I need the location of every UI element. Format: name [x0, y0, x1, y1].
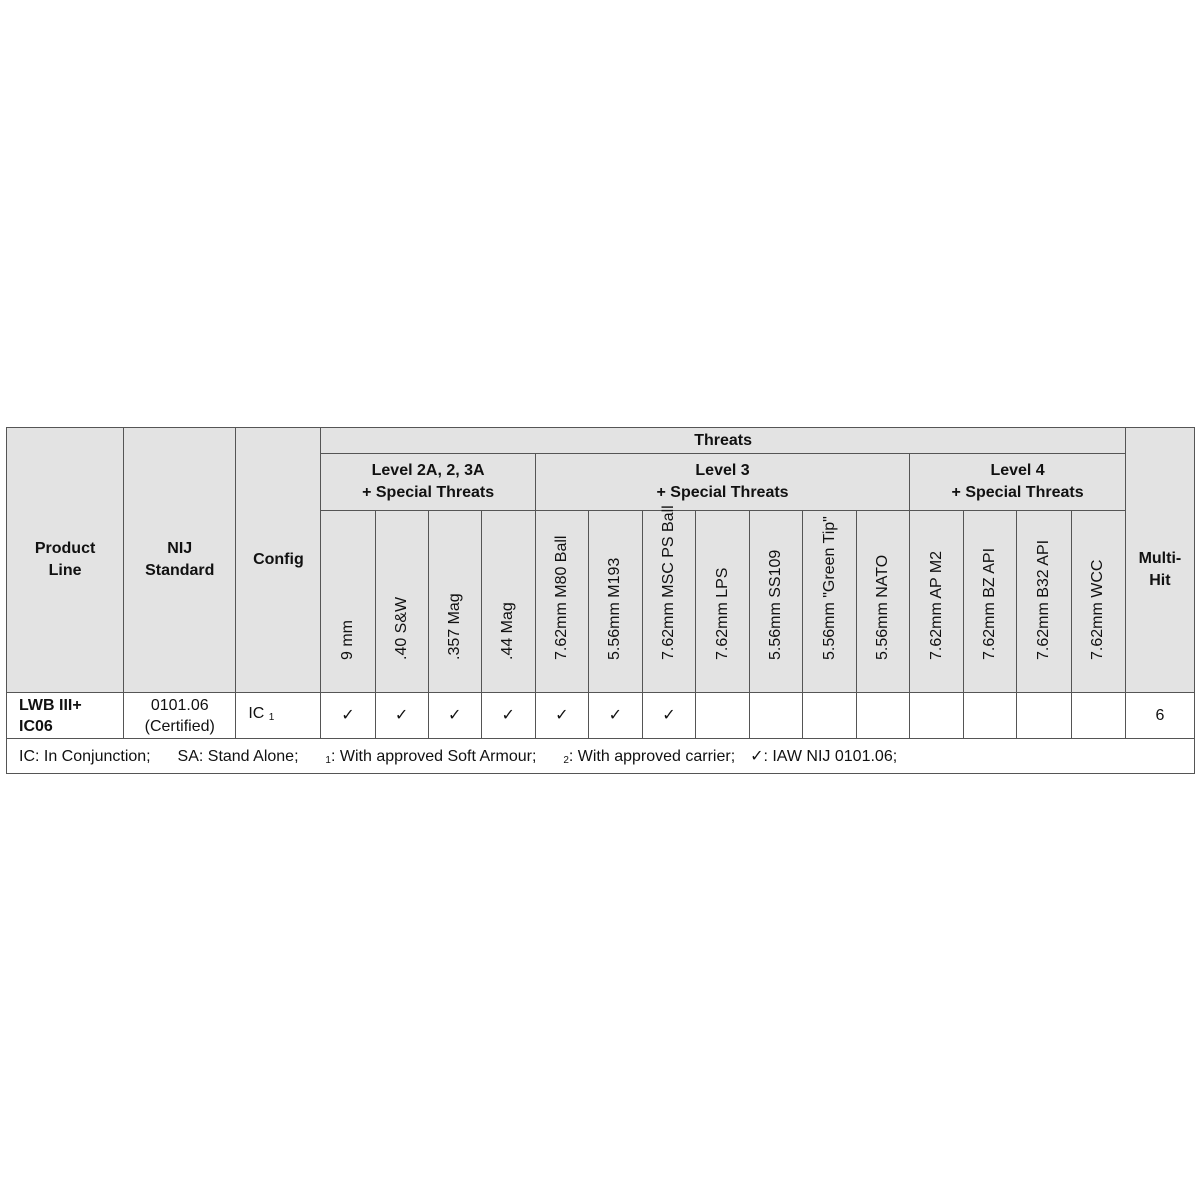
- header-multi-hit-label: Multi-Hit: [1138, 550, 1182, 589]
- threat-check-cell-11: [910, 693, 964, 739]
- threat-header-box-6: [643, 505, 695, 692]
- threat-name-label: 7.62mm MSC PS Ball: [659, 505, 677, 660]
- header-config: [236, 428, 321, 693]
- footnote-ic: IC: In Conjunction;: [19, 748, 151, 765]
- level-group-4: [910, 454, 1126, 511]
- threat-name-label: .357 Mag: [445, 593, 463, 660]
- threat-header-2: [428, 511, 481, 693]
- threat-header-box-4: [536, 511, 588, 692]
- level-group-1-line1: Level 2A, 2, 3A: [371, 462, 485, 479]
- footnote-legend: [7, 739, 1195, 774]
- threat-header-box-5: [589, 511, 642, 692]
- threat-check-cell-6: [642, 693, 695, 739]
- check-mark: ✓: [608, 707, 623, 724]
- threat-header-1: [375, 511, 428, 693]
- ballistic-spec-sheet: [6, 427, 1195, 772]
- header-multi-hit: [1125, 428, 1194, 693]
- threat-name-label: 5.56mm NATO: [874, 554, 892, 660]
- level-group-4-line2: + Special Threats: [951, 484, 1084, 501]
- level-group-3: [535, 454, 910, 511]
- multi-hit-value: [1125, 693, 1194, 739]
- product-line-value: [7, 693, 124, 739]
- nij-standard-value: [124, 693, 236, 739]
- threat-header-7: [696, 511, 750, 693]
- threat-header-box-10: [857, 511, 909, 692]
- level-group-3-line2: + Special Threats: [656, 484, 789, 501]
- threat-name-label: 7.62mm LPS: [713, 567, 731, 660]
- threat-name-label: 7.62mm M80 Ball: [552, 535, 570, 660]
- threat-header-box-1: [376, 511, 428, 692]
- level-group-1: [321, 454, 535, 511]
- threat-header-12: [964, 511, 1017, 693]
- check-mark: ✓: [447, 707, 462, 724]
- threat-header-4: [535, 511, 588, 693]
- footnote-sa: SA: Stand Alone;: [177, 748, 299, 765]
- header-nij-standard: [124, 428, 236, 693]
- threat-check-cell-7: [696, 693, 750, 739]
- footnote-1-text: : With approved Soft Armour;: [330, 748, 537, 765]
- threat-header-box-3: [482, 511, 535, 692]
- threat-rating-table: [6, 427, 1195, 774]
- threat-header-9: [803, 511, 857, 693]
- config-text: IC: [248, 705, 265, 722]
- threat-header-box-13: [1017, 511, 1070, 692]
- product-line-text: LWB III+ IC06: [19, 696, 82, 735]
- header-product-line-label: Product Line: [34, 540, 96, 579]
- threat-header-13: [1017, 511, 1071, 693]
- header-threats-label: Threats: [694, 431, 753, 449]
- threat-name-label: 5.56mm M193: [606, 557, 624, 660]
- threat-name-label: 7.62mm BZ API: [981, 547, 999, 660]
- threat-header-box-7: [696, 511, 749, 692]
- threat-header-box-14: [1072, 511, 1125, 692]
- threat-header-8: [750, 511, 803, 693]
- footnote-1-mark: 1: [325, 755, 331, 766]
- header-config-label: Config: [253, 551, 304, 568]
- threat-header-box-8: [750, 511, 802, 692]
- threat-name-label: 9 mm: [338, 620, 356, 660]
- config-subscript: 1: [268, 712, 275, 723]
- threat-check-cell-3: [481, 693, 535, 739]
- check-mark: ✓: [394, 707, 409, 724]
- threat-check-cell-9: [803, 693, 857, 739]
- threat-header-10: [857, 511, 910, 693]
- level-group-4-line1: Level 4: [990, 462, 1045, 479]
- threat-check-cell-8: [750, 693, 803, 739]
- footnote-2-text: : With approved carrier;: [568, 748, 736, 765]
- threat-name-label: 7.62mm B32 API: [1035, 539, 1052, 660]
- footnote-check-mark: ✓: [750, 748, 764, 765]
- threat-check-cell-4: [535, 693, 588, 739]
- level-group-3-line1: Level 3: [695, 462, 750, 479]
- threat-name-label: 7.62mm WCC: [1089, 559, 1107, 660]
- threat-check-cell-0: [321, 693, 375, 739]
- header-multi-hit-box: [1126, 428, 1194, 692]
- threat-header-box-9: [803, 511, 856, 692]
- check-mark: ✓: [555, 707, 569, 724]
- threat-check-cell-1: [375, 693, 428, 739]
- threat-header-box-0: [321, 511, 374, 692]
- nij-standard-line2: (Certified): [144, 717, 215, 735]
- check-mark: ✓: [341, 707, 355, 724]
- header-product-line: [7, 428, 124, 693]
- threat-name-label: 5.56mm "Green Tip": [820, 516, 838, 660]
- threat-name-label: .44 Mag: [499, 602, 517, 660]
- threat-header-box-11: [910, 511, 963, 692]
- threat-header-box-2: [429, 511, 481, 692]
- threat-header-3: [481, 511, 535, 693]
- threat-check-cell-10: [857, 693, 910, 739]
- header-threats: [321, 428, 1125, 454]
- multi-hit-text: 6: [1155, 707, 1165, 724]
- nij-standard-line1: 0101.06: [150, 696, 209, 714]
- config-value: [236, 693, 321, 739]
- footnote-check-text: : IAW NIJ 0101.06;: [763, 748, 898, 765]
- check-mark: ✓: [501, 707, 515, 724]
- threat-name-label: 7.62mm AP M2: [927, 550, 945, 660]
- threat-header-11: [910, 511, 964, 693]
- threat-header-box-12: [964, 511, 1016, 692]
- threat-header-5: [588, 511, 642, 693]
- threat-header-14: [1071, 511, 1125, 693]
- header-nij-standard-label: NIJ Standard: [145, 540, 215, 579]
- threat-check-cell-14: [1071, 693, 1125, 739]
- level-group-1-line2: + Special Threats: [362, 484, 495, 501]
- threat-check-cell-13: [1017, 693, 1071, 739]
- threat-check-cell-2: [428, 693, 481, 739]
- check-mark: ✓: [662, 707, 676, 724]
- threat-header-6: [642, 505, 695, 693]
- threat-check-cell-12: [964, 693, 1017, 739]
- threat-check-cell-5: [588, 693, 642, 739]
- threat-name-label: .40 S&W: [392, 596, 410, 660]
- threat-header-0: [321, 511, 375, 693]
- threat-name-label: 5.56mm SS109: [767, 549, 785, 660]
- footnote-2-mark: 2: [563, 755, 569, 766]
